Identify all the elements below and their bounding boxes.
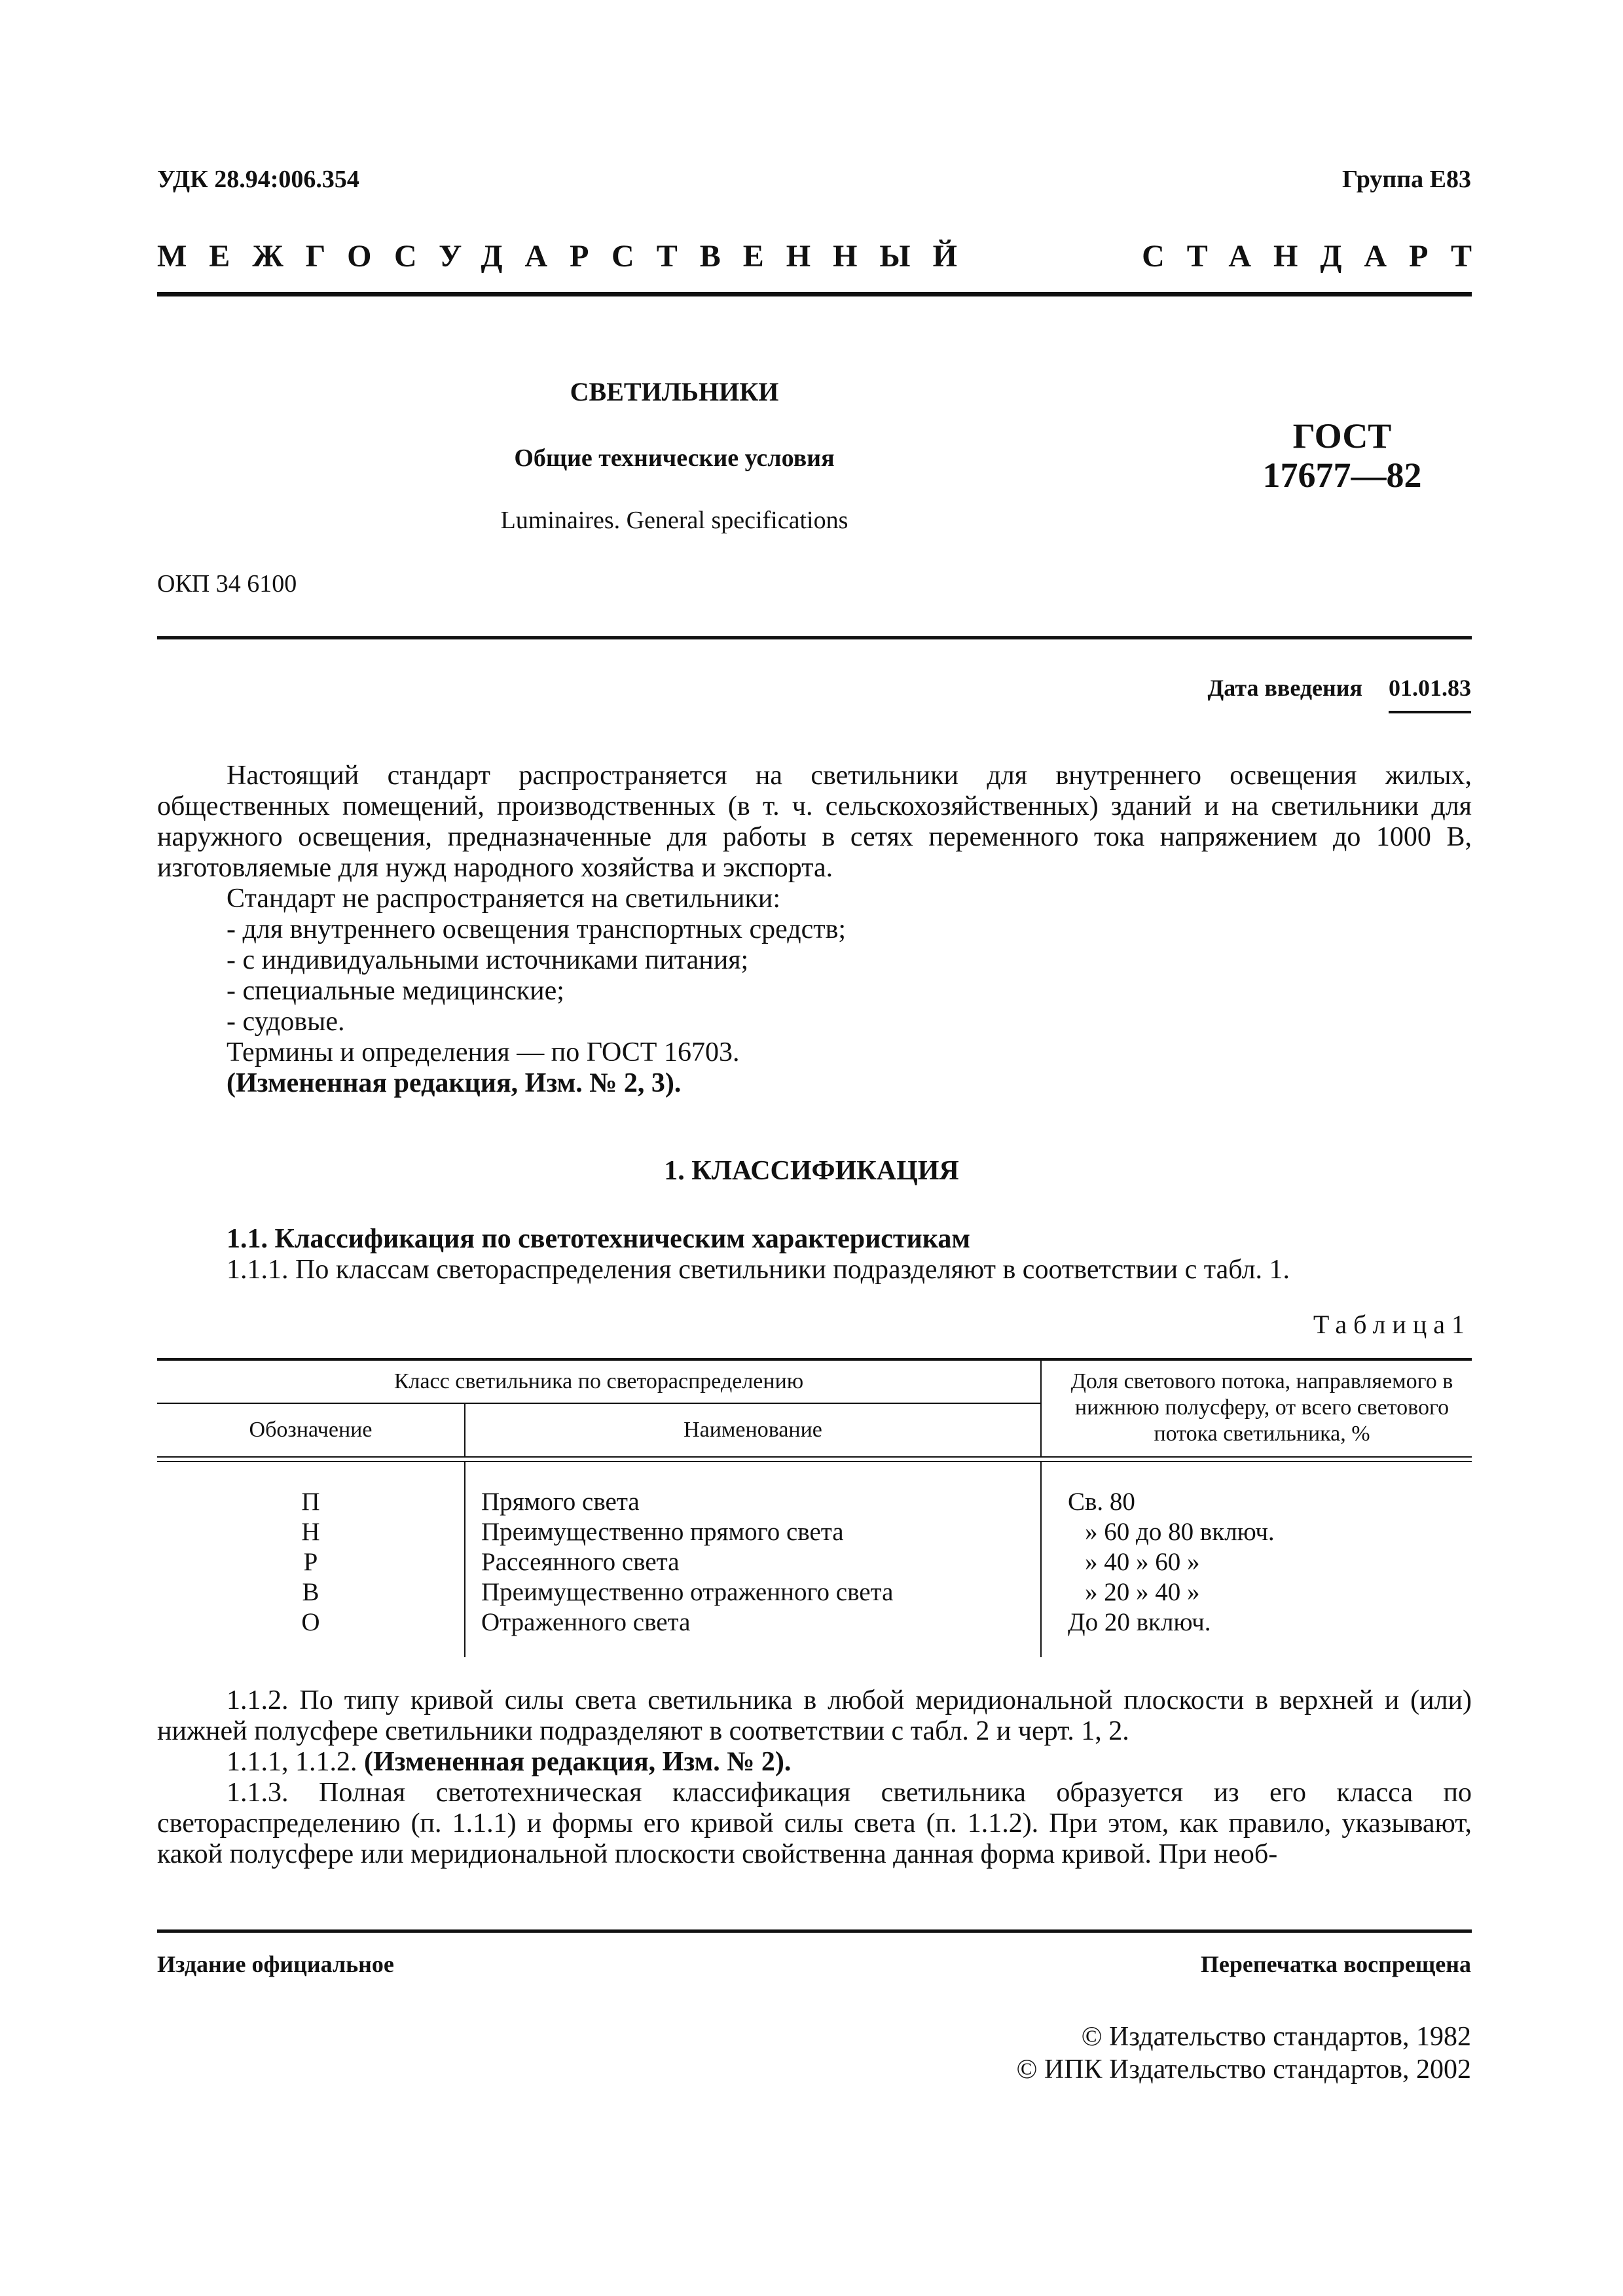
reprint-notice: Перепечатка воспрещена bbox=[1200, 1951, 1471, 1977]
udk-code: УДК 28.94:006.354 bbox=[157, 166, 359, 193]
clause-amendment-text: (Измененная редакция, Изм. № 2). bbox=[364, 1747, 792, 1777]
date-label: Дата введения bbox=[1207, 675, 1362, 701]
exclusion-item: - специальные медицинские; bbox=[227, 976, 564, 1006]
flux-share: » 60 до 80 включ. bbox=[1085, 1518, 1275, 1546]
gost-label: ГОСТ bbox=[1292, 416, 1392, 456]
class-code: Р bbox=[157, 1547, 465, 1577]
flux-share: Св. 80 bbox=[1068, 1488, 1135, 1516]
copyright-line: © Издательство стандартов, 1982 bbox=[1081, 2022, 1471, 2052]
footer-rule bbox=[157, 1929, 1472, 1933]
classification-intro bbox=[157, 1224, 1472, 1285]
date-value: 01.01.83 bbox=[1389, 674, 1471, 713]
subsection-heading: 1.1. Классификация по светотехническим характеристикам bbox=[227, 1224, 970, 1254]
document-title: СВЕТИЛЬНИКИ bbox=[570, 377, 779, 406]
flux-share: До 20 включ. bbox=[1068, 1608, 1211, 1636]
group-code: Группа Е83 bbox=[1341, 166, 1471, 193]
exclusions-lead: Стандарт не распространяется на светильники: bbox=[227, 884, 781, 914]
flux-share: » 20 » 40 » bbox=[1085, 1578, 1200, 1606]
class-name: Рассеянного света bbox=[465, 1547, 1041, 1577]
class-code: Н bbox=[157, 1517, 465, 1547]
official-edition: Издание официальное bbox=[157, 1951, 394, 1977]
table-row bbox=[157, 1577, 1472, 1607]
clause-amendment-prefix: 1.1.1, 1.1.2. bbox=[227, 1747, 357, 1777]
introduction-date bbox=[1208, 674, 1472, 713]
table-row bbox=[157, 1517, 1472, 1547]
flux-share: » 40 » 60 » bbox=[1085, 1548, 1200, 1576]
terms-reference: Термины и определения — по ГОСТ 16703. bbox=[227, 1037, 740, 1067]
clause-1-1-3: 1.1.3. Полная светотехническая классификация светильника образуется из его класса по светораспределению (п. 1.1.1) и формы его кривой силы света (п. 1.1.2). При этом, как правило, указывают, какой полусфере или меридиональной плоскости свойственна данная форма кривой. При необ- bbox=[157, 1778, 1472, 1869]
class-code: В bbox=[157, 1577, 465, 1607]
table-caption: Таблица1 bbox=[1313, 1310, 1471, 1339]
exclusion-item: - для внутреннего освещения транспортных средств; bbox=[227, 914, 847, 944]
intro-section bbox=[157, 761, 1472, 1099]
exclusion-item: - судовые. bbox=[227, 1007, 345, 1037]
interstate-standard-banner bbox=[157, 238, 1494, 274]
clause-1-1-1: 1.1.1. По классам светораспределения светильники подразделяют в соответствии с табл. 1. bbox=[227, 1255, 1290, 1285]
section-heading: 1. КЛАССИФИКАЦИЯ bbox=[664, 1156, 959, 1186]
scope-paragraph: Настоящий стандарт распространяется на светильники для внутреннего освещения жилых, общественных помещений, производственных (в т. ч. сельскохозяйственных) зданий и на светильники для наружного освещения, предназначенные для работы в сетях переменного тока напряжением до 1000 В, изготовляемые для нужд народного хозяйства и экспорта. bbox=[157, 761, 1472, 883]
copyright-line: © ИПК Издательство стандартов, 2002 bbox=[1016, 2054, 1471, 2085]
okp-code: ОКП 34 6100 bbox=[157, 570, 297, 598]
gost-number: 17677—82 bbox=[1262, 456, 1422, 495]
table-header-double-rule bbox=[157, 1457, 1472, 1462]
class-code: П bbox=[157, 1487, 465, 1517]
document-subtitle: Общие технические условия bbox=[514, 444, 835, 472]
classification-table bbox=[157, 1358, 1472, 1657]
gost-designation bbox=[1211, 416, 1473, 495]
exclusion-item: - с индивидуальными источниками питания; bbox=[227, 945, 749, 975]
table-row bbox=[157, 1547, 1472, 1577]
table-name-header: Наименование bbox=[465, 1403, 1041, 1457]
standard-word: СТАНДАРТ bbox=[1142, 239, 1494, 274]
table-code-header: Обозначение bbox=[157, 1403, 465, 1457]
classification-continued bbox=[157, 1685, 1472, 1870]
title-rule bbox=[157, 636, 1472, 639]
class-code: О bbox=[157, 1607, 465, 1638]
class-name: Отраженного света bbox=[465, 1607, 1041, 1638]
table-row bbox=[157, 1487, 1472, 1517]
class-name: Преимущественно отраженного света bbox=[465, 1577, 1041, 1607]
table-row bbox=[157, 1607, 1472, 1638]
clause-amendment bbox=[157, 1747, 1472, 1778]
class-name: Преимущественно прямого света bbox=[465, 1517, 1041, 1547]
table-group-header: Класс светильника по светораспределению bbox=[157, 1359, 1041, 1403]
clause-1-1-2: 1.1.2. По типу кривой силы света светильника в любой меридиональной плоскости в верхней и (или) нижней полусфере светильники подразделяют в соответствии с табл. 2 и черт. 1, 2. bbox=[157, 1685, 1472, 1746]
table-share-header: Доля светового потока, направляемого в нижнюю полусферу, от всего светового потока светильника, % bbox=[1041, 1359, 1472, 1457]
amendment-note: (Измененная редакция, Изм. № 2, 3). bbox=[227, 1068, 682, 1098]
english-title: Luminaires. General specifications bbox=[500, 507, 848, 534]
class-name: Прямого света bbox=[465, 1487, 1041, 1517]
interstate-word: МЕЖГОСУДАРСТВЕННЫЙ bbox=[157, 239, 979, 274]
header-rule bbox=[157, 292, 1472, 296]
